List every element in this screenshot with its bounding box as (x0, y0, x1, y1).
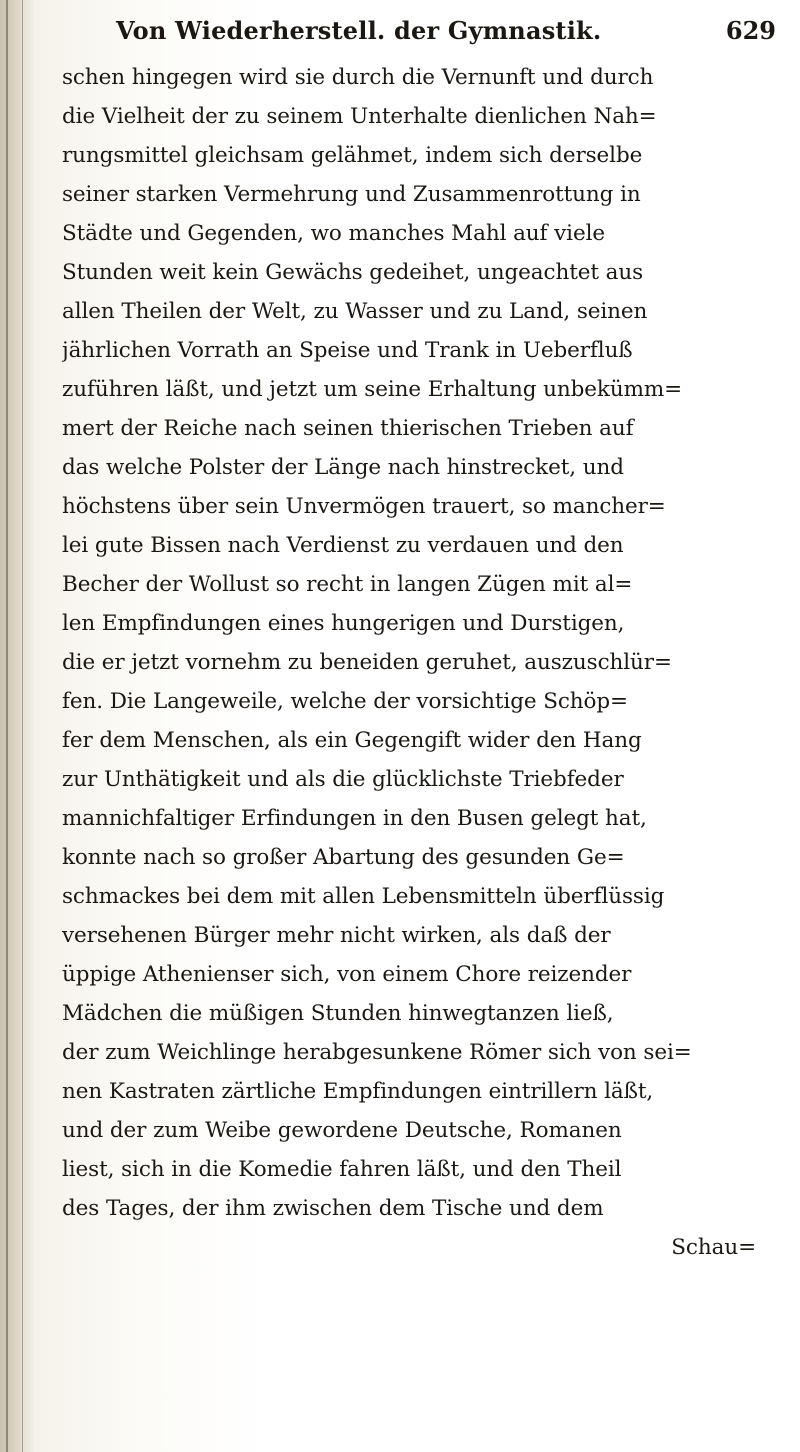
text-line: fen. Die Langeweile, welche der vorsichtige Schöp= (62, 689, 628, 714)
text-line: üppige Athenienser sich, von einem Chore reizender (62, 962, 632, 987)
text-line: mannichfaltiger Erfindungen in den Busen gelegt hat, (62, 806, 647, 831)
text-line: allen Theilen der Welt, zu Wasser und zu Land, seinen (62, 299, 648, 324)
text-line: len Empfindungen eines hungerigen und Durstigen, (62, 611, 625, 636)
text-line: rungsmittel gleichsam gelähmet, indem sich derselbe (62, 143, 643, 168)
text-line: zur Unthätigkeit und als die glücklichste Triebfeder (62, 767, 624, 792)
text-line: jährlichen Vorrath an Speise und Trank in Ueberfluß (62, 338, 633, 363)
text-line: seiner starken Vermehrung und Zusammenrottung in (62, 182, 641, 207)
text-line: die er jetzt vornehm zu beneiden geruhet, auszuschlür= (62, 650, 672, 675)
text-line: schmackes bei dem mit allen Lebensmitteln überflüssig (62, 884, 665, 909)
text-line: höchstens über sein Unvermögen trauert, so mancher= (62, 494, 666, 519)
text-line: versehenen Bürger mehr nicht wirken, als daß der (62, 923, 611, 948)
running-title: Von Wiederherstell. der Gymnastik. (116, 16, 602, 45)
text-line: die Vielheit der zu seinem Unterhalte dienlichen Nah= (62, 104, 657, 129)
scan-edge-line (22, 0, 23, 1452)
text-line: liest, sich in die Komedie fahren läßt, und den Theil (62, 1157, 622, 1182)
text-line: Stunden weit kein Gewächs gedeihet, ungeachtet aus (62, 260, 644, 285)
text-line: lei gute Bissen nach Verdienst zu verdauen und den (62, 533, 624, 558)
text-line: zuführen läßt, und jetzt um seine Erhaltung unbekümm= (62, 377, 683, 402)
text-line: Becher der Wollust so recht in langen Zügen mit al= (62, 572, 633, 597)
scan-edge-line (6, 0, 8, 1452)
text-line: schen hingegen wird sie durch die Vernunft und durch (62, 65, 654, 90)
text-line: das welche Polster der Länge nach hinstrecket, und (62, 455, 624, 480)
text-line: Städte und Gegenden, wo manches Mahl auf viele (62, 221, 605, 246)
text-line: nen Kastraten zärtliche Empfindungen eintrillern läßt, (62, 1079, 654, 1104)
text-line: Mädchen die müßigen Stunden hinwegtanzen ließ, (62, 1001, 614, 1026)
text-line: konnte nach so großer Abartung des gesunden Ge= (62, 845, 625, 870)
text-line: des Tages, der ihm zwischen dem Tische und dem (62, 1196, 604, 1221)
body-text (62, 58, 788, 1267)
running-header (116, 12, 776, 52)
text-line: mert der Reiche nach seinen thierischen Trieben auf (62, 416, 634, 441)
text-line: und der zum Weibe gewordene Deutsche, Romanen (62, 1118, 622, 1143)
text-line: der zum Weichlinge herabgesunkene Römer sich von sei= (62, 1040, 692, 1065)
page-number: 629 (725, 16, 776, 45)
catchword: Schau= (671, 1235, 756, 1260)
text-line: fer dem Menschen, als ein Gegengift wider den Hang (62, 728, 642, 753)
